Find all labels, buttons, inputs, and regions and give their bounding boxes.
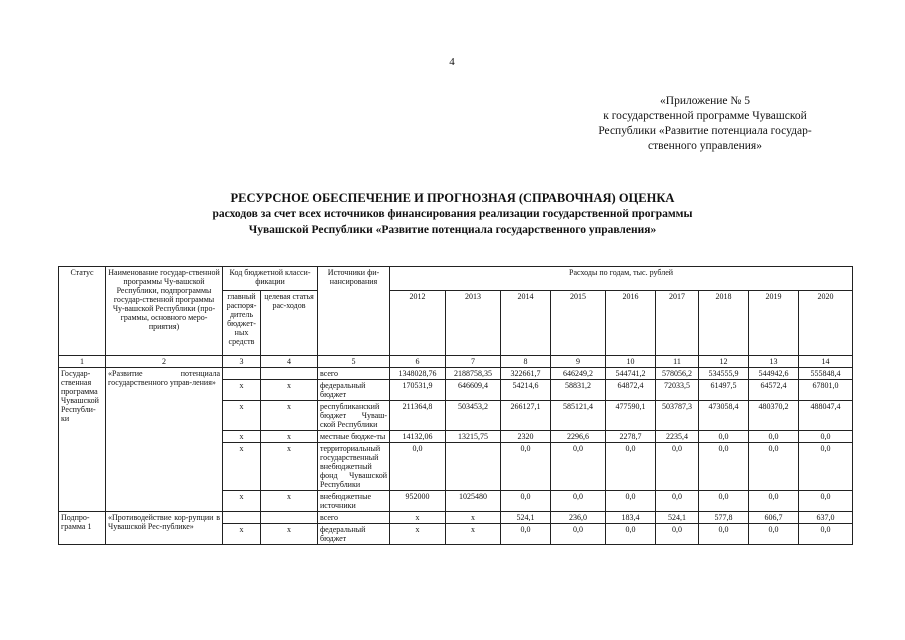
expense-value: 0,0 <box>749 443 799 491</box>
expense-value: 58831,2 <box>551 380 606 401</box>
appendix-line-2: к государственной программе Чувашской <box>603 110 807 122</box>
expense-value: 0,0 <box>501 491 551 512</box>
expense-value: 0,0 <box>656 491 699 512</box>
funding-source: федеральный бюджет <box>318 380 390 401</box>
funding-source: местные бюдже-ты <box>318 431 390 443</box>
expense-value: 952000 <box>390 491 446 512</box>
title-line-3: Чувашской Республики «Развитие потенциала государственного управления» <box>248 224 657 236</box>
expense-value: 488047,4 <box>799 401 853 431</box>
year-header-2016: 2016 <box>606 290 656 355</box>
funding-source: территориальный государственный внебюджетный фонд Чувашской Республики <box>318 443 390 491</box>
expense-value: 67801,0 <box>799 380 853 401</box>
expense-value: х <box>446 524 501 545</box>
expense-value: 606,7 <box>749 512 799 524</box>
column-number: 4 <box>261 356 318 368</box>
expense-value: 544741,2 <box>606 368 656 380</box>
expense-value: 2188758,35 <box>446 368 501 380</box>
expense-value: 637,0 <box>799 512 853 524</box>
appendix-note <box>560 94 850 154</box>
appendix-line-1: «Приложение № 5 <box>660 95 750 107</box>
expense-value: 2235,4 <box>656 431 699 443</box>
expense-value: 0,0 <box>799 491 853 512</box>
expense-value: 0,0 <box>749 491 799 512</box>
expense-value: 477590,1 <box>606 401 656 431</box>
expense-value: 61497,5 <box>699 380 749 401</box>
expense-value: 0,0 <box>699 443 749 491</box>
target-item-code: х <box>261 443 318 491</box>
column-number: 1 <box>59 356 106 368</box>
expense-value: х <box>390 512 446 524</box>
header-sources: Источники фи-нансирования <box>318 267 390 356</box>
program-name-cell: «Развитие потенциала государственного управ-ления» <box>106 368 223 512</box>
year-header-2018: 2018 <box>699 290 749 355</box>
expense-value: 0,0 <box>699 524 749 545</box>
expense-value: 266127,1 <box>501 401 551 431</box>
title-line-1: РЕСУРСНОЕ ОБЕСПЕЧЕНИЕ И ПРОГНОЗНАЯ (СПРАВОЧНАЯ) ОЦЕНКА <box>230 191 675 205</box>
expense-value: 183,4 <box>606 512 656 524</box>
expense-value: 236,0 <box>551 512 606 524</box>
expense-value: 555848,4 <box>799 368 853 380</box>
expense-value: 54214,6 <box>501 380 551 401</box>
expense-value: 0,0 <box>799 431 853 443</box>
header-status: Статус <box>59 267 106 356</box>
table-header-row <box>59 267 853 291</box>
expense-value: х <box>390 524 446 545</box>
table-row <box>59 368 853 380</box>
expense-value: 0,0 <box>799 524 853 545</box>
expense-value: 0,0 <box>749 524 799 545</box>
expense-value: 2296,6 <box>551 431 606 443</box>
funding-source: всего <box>318 512 390 524</box>
column-number: 6 <box>390 356 446 368</box>
column-number: 13 <box>749 356 799 368</box>
expense-value: 578056,2 <box>656 368 699 380</box>
title-line-2: расходов за счет всех источников финансирования реализации государственной программы <box>212 208 693 220</box>
funding-source: республиканский бюджет Чуваш-ской Республики <box>318 401 390 431</box>
status-cell: Государ-ственная программа Чувашской Республи-ки <box>59 368 106 512</box>
header-program-name: Наименование государ-ственной программы Чу-вашской Республики, подпрограммы государ-ственной программы Чу-вашской Республики (про-граммы, основного меро-приятия) <box>106 267 223 356</box>
resource-table <box>58 266 853 545</box>
expense-value: 2278,7 <box>606 431 656 443</box>
main-manager-code: х <box>223 524 261 545</box>
column-number: 14 <box>799 356 853 368</box>
expense-value: 0,0 <box>656 524 699 545</box>
expense-value: 0,0 <box>501 443 551 491</box>
column-number: 10 <box>606 356 656 368</box>
main-manager-code: х <box>223 443 261 491</box>
target-item-code <box>261 512 318 524</box>
expense-value: 0,0 <box>390 443 446 491</box>
expense-value: 0,0 <box>551 443 606 491</box>
year-header-2012: 2012 <box>390 290 446 355</box>
appendix-line-4: ственного управления» <box>648 140 762 152</box>
column-number: 3 <box>223 356 261 368</box>
target-item-code: х <box>261 524 318 545</box>
page-number: 4 <box>449 56 455 68</box>
main-manager-code: х <box>223 431 261 443</box>
column-number: 8 <box>501 356 551 368</box>
main-manager-code <box>223 512 261 524</box>
expense-value: 544942,6 <box>749 368 799 380</box>
header-budget-code: Код бюджетной класси-фикации <box>223 267 318 291</box>
header-expenses: Расходы по годам, тыс. рублей <box>390 267 853 291</box>
program-name-cell: «Противодействие кор-рупции в Чувашской Рес-публике» <box>106 512 223 545</box>
expense-value: 0,0 <box>551 491 606 512</box>
expense-value: 473058,4 <box>699 401 749 431</box>
expense-value: 0,0 <box>606 443 656 491</box>
funding-source: внебюджетные источники <box>318 491 390 512</box>
expense-value: 0,0 <box>699 491 749 512</box>
column-number: 9 <box>551 356 606 368</box>
target-item-code: х <box>261 401 318 431</box>
expense-value: 14132,06 <box>390 431 446 443</box>
year-header-2015: 2015 <box>551 290 606 355</box>
target-item-code: х <box>261 491 318 512</box>
expense-value: 170531,9 <box>390 380 446 401</box>
expense-value: 13215,75 <box>446 431 501 443</box>
target-item-code: х <box>261 380 318 401</box>
expense-value: 0,0 <box>606 491 656 512</box>
funding-source: федеральный бюджет <box>318 524 390 545</box>
expense-value: 64872,4 <box>606 380 656 401</box>
expense-value <box>446 443 501 491</box>
column-number: 12 <box>699 356 749 368</box>
header-target-item: целевая статья рас-ходов <box>261 290 318 355</box>
column-number: 7 <box>446 356 501 368</box>
column-number: 2 <box>106 356 223 368</box>
expense-value: 72033,5 <box>656 380 699 401</box>
expense-value: 585121,4 <box>551 401 606 431</box>
year-header-2014: 2014 <box>501 290 551 355</box>
column-number-row <box>59 356 853 368</box>
year-header-2019: 2019 <box>749 290 799 355</box>
target-item-code <box>261 368 318 380</box>
expense-value: 524,1 <box>501 512 551 524</box>
expense-value: 646249,2 <box>551 368 606 380</box>
document-title <box>0 190 905 238</box>
year-header-2020: 2020 <box>799 290 853 355</box>
expense-value: 211364,8 <box>390 401 446 431</box>
column-number: 11 <box>656 356 699 368</box>
header-main-manager: главный распоря-дитель бюджет-ных средств <box>223 290 261 355</box>
expense-value: 534555,9 <box>699 368 749 380</box>
expense-value: х <box>446 512 501 524</box>
expense-value: 64572,4 <box>749 380 799 401</box>
year-header-2013: 2013 <box>446 290 501 355</box>
target-item-code: х <box>261 431 318 443</box>
expense-value: 646609,4 <box>446 380 501 401</box>
expense-value: 503787,3 <box>656 401 699 431</box>
appendix-line-3: Республики «Развитие потенциала государ- <box>598 125 812 137</box>
expense-value: 503453,2 <box>446 401 501 431</box>
expense-value: 322661,7 <box>501 368 551 380</box>
expense-value: 0,0 <box>501 524 551 545</box>
expense-value: 0,0 <box>699 431 749 443</box>
expense-value: 0,0 <box>656 443 699 491</box>
column-number: 5 <box>318 356 390 368</box>
expense-value: 2320 <box>501 431 551 443</box>
expense-value: 0,0 <box>606 524 656 545</box>
year-header-2017: 2017 <box>656 290 699 355</box>
expense-value: 0,0 <box>551 524 606 545</box>
expense-value: 0,0 <box>799 443 853 491</box>
funding-source: всего <box>318 368 390 380</box>
expense-value: 480370,2 <box>749 401 799 431</box>
main-manager-code: х <box>223 380 261 401</box>
main-manager-code: х <box>223 401 261 431</box>
expense-value: 1025480 <box>446 491 501 512</box>
expense-value: 0,0 <box>749 431 799 443</box>
expense-value: 1348028,76 <box>390 368 446 380</box>
main-manager-code: х <box>223 491 261 512</box>
main-manager-code <box>223 368 261 380</box>
status-cell: Подпро-грамма 1 <box>59 512 106 545</box>
expense-value: 577,8 <box>699 512 749 524</box>
expense-value: 524,1 <box>656 512 699 524</box>
table-row <box>59 512 853 524</box>
